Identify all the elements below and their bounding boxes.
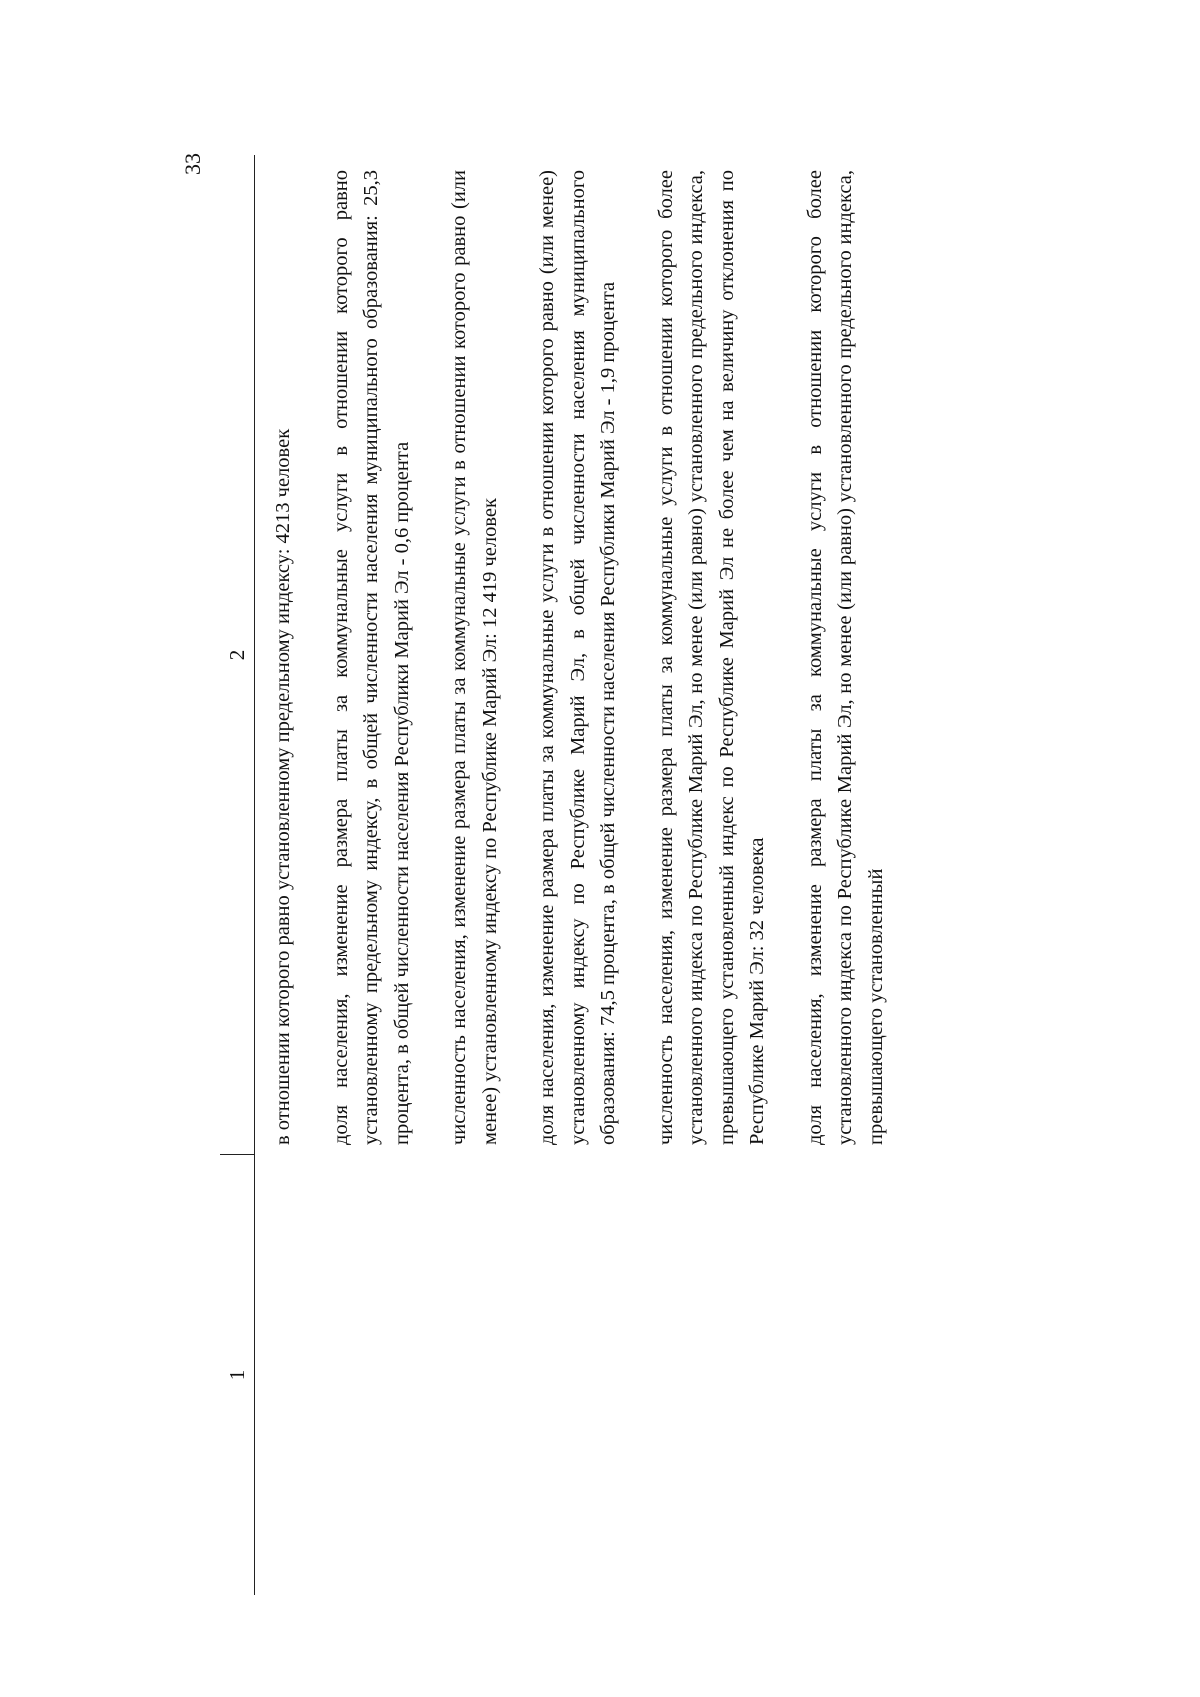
page-number: 33: [180, 153, 205, 175]
column-2-header: 2: [225, 649, 249, 661]
table-cell-paragraph: численность населения, изменение размера платы за коммунальные услуги в отношении которого равно (или менее) установленному индексу по Республике Марий Эл: 12 419 человек: [448, 170, 501, 1145]
table-cell-paragraph: численность населения, изменение размера платы за коммунальные услуги в отношении которого более установленного индекса по Республике Марий Эл, но менее (или равно) установленного предельного индекса, превышающего установленный индекс по Республике Марий Эл не более чем на величину отклонения по Республике Марий Эл: 32 человека: [654, 170, 768, 1145]
table-header-row: [220, 155, 255, 1595]
table-cell-paragraph: доля населения, изменение размера платы за коммунальные услуги в отношении которого равно установленному предельному индексу, в общей численности населения муниципального образования: 25,3 процента, в общей численности населения Республики Марий Эл - 0,6 процента: [329, 170, 413, 1145]
rotated-table-frame: [180, 153, 1050, 1595]
table-cell-paragraph: доля населения, изменение размера платы за коммунальные услуги в отношении которого равно (или менее) установленному индексу по Республике Марий Эл, в общей численности населения муниципального образования: 74,5 процента, в общей численности населения Республики Марий Эл - 1,9 процента: [536, 170, 619, 1145]
column-2-content: [268, 170, 891, 1145]
table-cell-paragraph: доля населения, изменение размера платы за коммунальные услуги в отношении которого более установленного индекса по Республике Марий Эл, но менее (или равно) установленного предельного индекса, превышающего установленный: [803, 170, 887, 1145]
table-cell-paragraph: в отношении которого равно установленному предельному индексу: 4213 человек: [272, 428, 294, 1145]
column-1-header: 1: [225, 1369, 249, 1381]
